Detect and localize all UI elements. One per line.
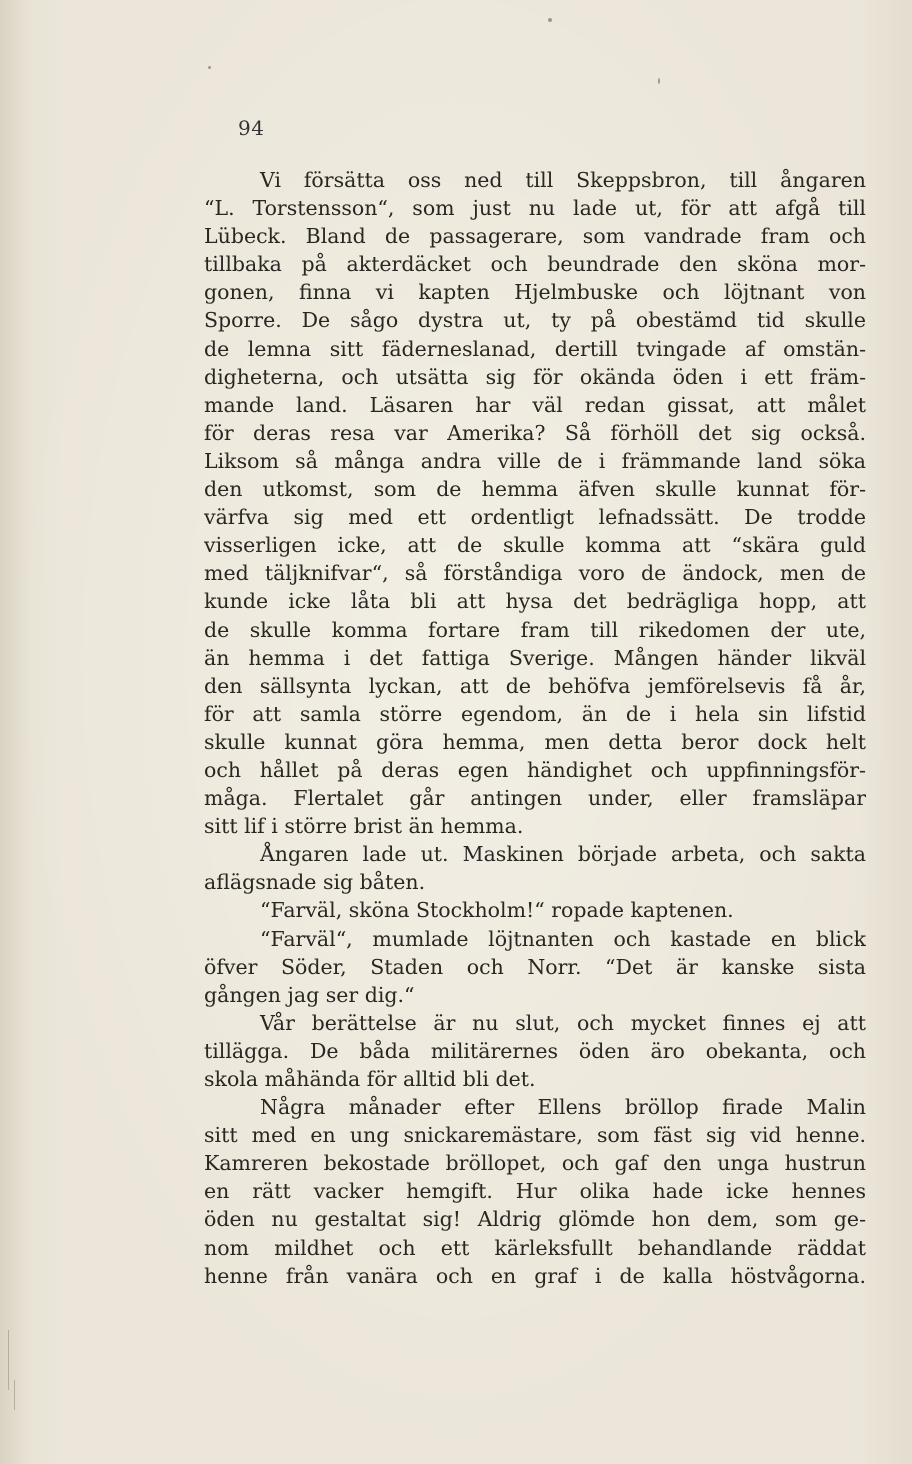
text-line: sitt lif i större brist än hemma. xyxy=(204,814,524,839)
text-line: med täljknifvar“, så förståndiga voro de ändock, men de xyxy=(204,561,866,586)
text-line: nom mildhet och ett kärleksfullt behandlande räddat xyxy=(204,1235,866,1260)
text-line: kunde icke låta bli att hysa det bedrägliga hopp, att xyxy=(204,589,866,614)
margin-mark xyxy=(8,1330,9,1390)
text-line: visserligen icke, att de skulle komma att “skära guld xyxy=(204,533,866,558)
text-line: Sporre. De sågo dystra ut, ty på obestämd tid skulle xyxy=(204,308,866,333)
text-line: tillbaka på akterdäcket och beundrade den sköna mor- xyxy=(204,252,866,277)
page-number: 94 xyxy=(238,116,265,140)
print-speck xyxy=(208,66,211,69)
text-line: för deras resa var Amerika? Så förhöll det sig också. xyxy=(204,420,866,445)
text-line: Lübeck. Bland de passagerare, som vandrade fram och xyxy=(204,224,866,249)
text-line: öfver Söder, Staden och Norr. “Det är kanske sista xyxy=(204,954,866,979)
text-line: måga. Flertalet går antingen under, eller framsläpar xyxy=(204,786,866,811)
text-line: gonen, finna vi kapten Hjelmbuske och löjtnant von xyxy=(204,280,866,305)
text-line: den sällsynta lyckan, att de behöfva jemförelsevis få år, xyxy=(204,673,866,698)
text-line: “Farväl, sköna Stockholm!“ ropade kaptenen. xyxy=(260,898,734,923)
text-line: för att samla större egendom, än de i hela sin lifstid xyxy=(204,701,866,726)
text-line: en rätt vacker hemgift. Hur olika hade icke hennes xyxy=(204,1179,866,1204)
text-line: de lemna sitt fäderneslanad, dertill tvingade af omstän- xyxy=(204,336,866,361)
print-speck xyxy=(658,78,660,84)
text-line: den utkomst, som de hemma äfven skulle kunnat för- xyxy=(204,477,866,502)
text-line: henne från vanära och en graf i de kalla höstvågorna. xyxy=(204,1263,866,1288)
text-line: skola måhända för alltid bli det. xyxy=(204,1067,536,1091)
text-line: sitt med en ung snickaremästare, som fäst sig vid henne. xyxy=(204,1123,866,1148)
text-line: Liksom så många andra ville de i främmande land söka xyxy=(204,448,866,473)
text-line: skulle kunnat göra hemma, men detta beror dock helt xyxy=(204,729,866,754)
text-line: tillägga. De båda militärernes öden äro obekanta, och xyxy=(204,1038,866,1063)
text-line: mande land. Läsaren har väl redan gissat, att målet xyxy=(204,392,866,417)
text-line: aflägsnade sig båten. xyxy=(204,870,426,895)
text-line: “L. Torstensson“, som just nu lade ut, för att afgå till xyxy=(204,196,866,221)
text-line: Vår berättelse är nu slut, och mycket finnes ej att xyxy=(260,1010,866,1035)
body-text xyxy=(204,166,866,1290)
text-line: Några månader efter Ellens bröllop firade Malin xyxy=(260,1095,866,1120)
text-line: Vi försätta oss ned till Skeppsbron, till ångaren xyxy=(260,168,866,192)
text-line: Kamreren bekostade bröllopet, och gaf den unga hustrun xyxy=(204,1151,866,1176)
text-line: digheterna, och utsätta sig för okända öden i ett främ- xyxy=(204,364,866,389)
text-line: och hållet på deras egen händighet och uppfinningsför- xyxy=(204,757,866,782)
text-line: öden nu gestaltat sig! Aldrig glömde hon dem, som ge- xyxy=(204,1207,866,1232)
text-line: “Farväl“, mumlade löjtnanten och kastade en blick xyxy=(260,926,866,951)
text-line: gången jag ser dig.“ xyxy=(204,982,415,1007)
text-line: värfva sig med ett ordentligt lefnadssätt. De trodde xyxy=(204,505,866,530)
text-line: Ångaren lade ut. Maskinen började arbeta, och sakta xyxy=(260,842,866,867)
text-line: än hemma i det fattiga Sverige. Mången händer likväl xyxy=(204,645,866,670)
print-speck xyxy=(548,18,552,22)
margin-mark xyxy=(14,1380,15,1410)
text-line: de skulle komma fortare fram till rikedomen der ute, xyxy=(204,617,866,642)
